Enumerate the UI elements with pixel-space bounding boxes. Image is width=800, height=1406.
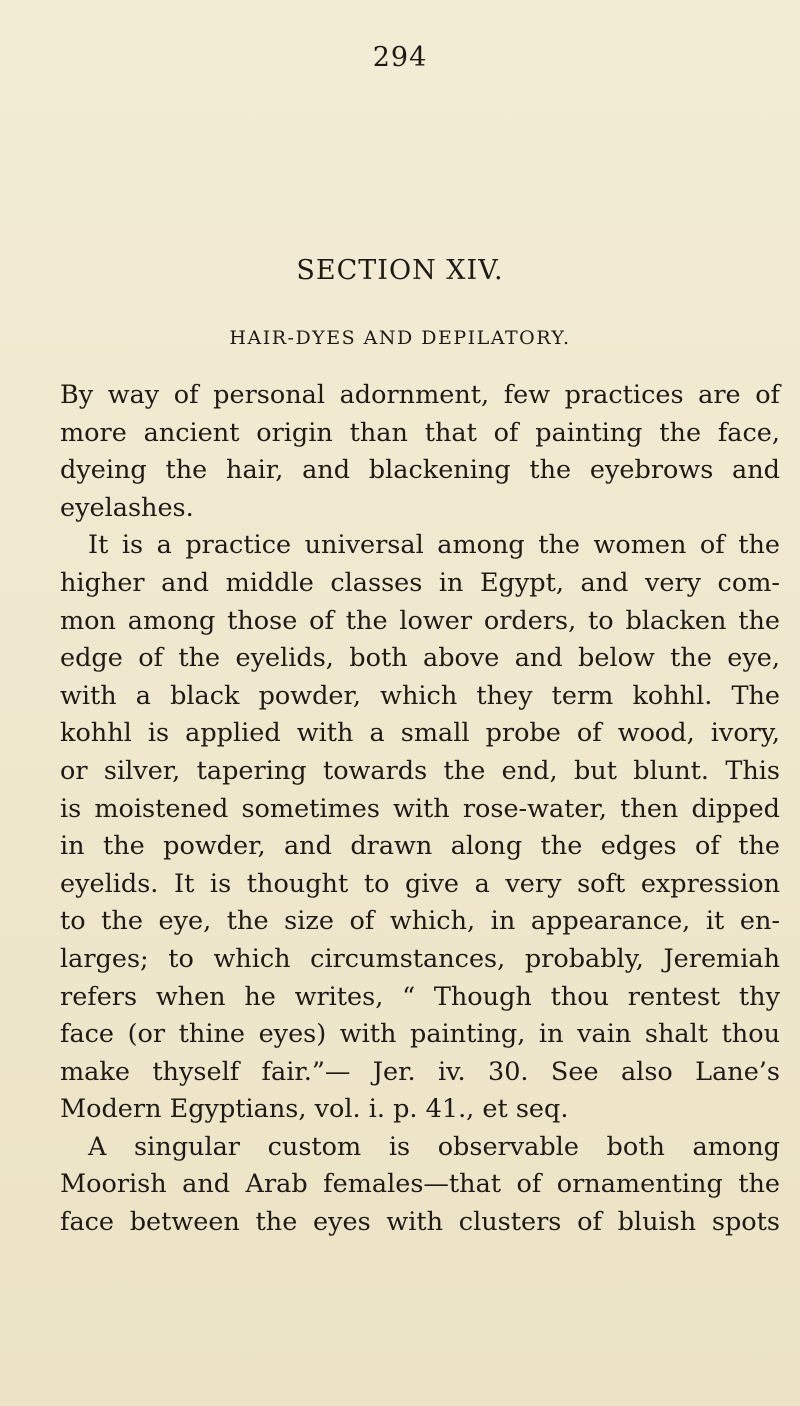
text-line: refers when he writes, “ Though thou rentest thy <box>60 981 780 1012</box>
text-line: edge of the eyelids, both above and below the eye, <box>60 643 780 674</box>
text-line: It is a practice universal among the women of the <box>88 530 780 561</box>
text-line: to the eye, the size of which, in appearance, it en- <box>60 906 780 937</box>
text-line: eyelids. It is thought to give a very soft expression <box>60 868 780 899</box>
text-line: in the powder, and drawn along the edges of the <box>60 831 780 862</box>
text-line: kohhl is applied with a small probe of wood, ivory, <box>60 718 780 749</box>
body-text <box>60 377 780 1242</box>
text-line: A singular custom is observable both among <box>88 1131 780 1162</box>
page-number: 294 <box>372 42 428 73</box>
section-title: SECTION XIV. <box>296 255 504 286</box>
text-line: dyeing the hair, and blackening the eyebrows and <box>60 455 780 486</box>
text-line: mon among those of the lower orders, to blacken the <box>60 605 780 636</box>
text-line: more ancient origin than that of painting the face, <box>60 417 780 448</box>
text-line: eyelashes. <box>60 492 194 523</box>
text-line: larges; to which circumstances, probably, Jeremiah <box>60 943 780 974</box>
text-line: make thyself fair.”— Jer. iv. 30. See also Lane’s <box>60 1056 780 1087</box>
text-line: is moistened sometimes with rose-water, then dipped <box>60 793 780 824</box>
text-line: higher and middle classes in Egypt, and very com- <box>60 567 780 598</box>
text-line: Moorish and Arab females—that of ornamenting the <box>60 1169 780 1200</box>
text-line: with a black powder, which they term kohhl. The <box>60 680 780 711</box>
text-line: face between the eyes with clusters of bluish spots <box>60 1207 780 1238</box>
text-line: Modern Egyptians, vol. i. p. 41., et seq. <box>60 1094 569 1125</box>
text-line: face (or thine eyes) with painting, in vain shalt thou <box>60 1019 780 1050</box>
text-line: or silver, tapering towards the end, but blunt. This <box>60 755 780 786</box>
text-line: By way of personal adornment, few practices are of <box>60 380 780 410</box>
section-subtitle: HAIR-DYES AND DEPILATORY. <box>229 327 571 349</box>
